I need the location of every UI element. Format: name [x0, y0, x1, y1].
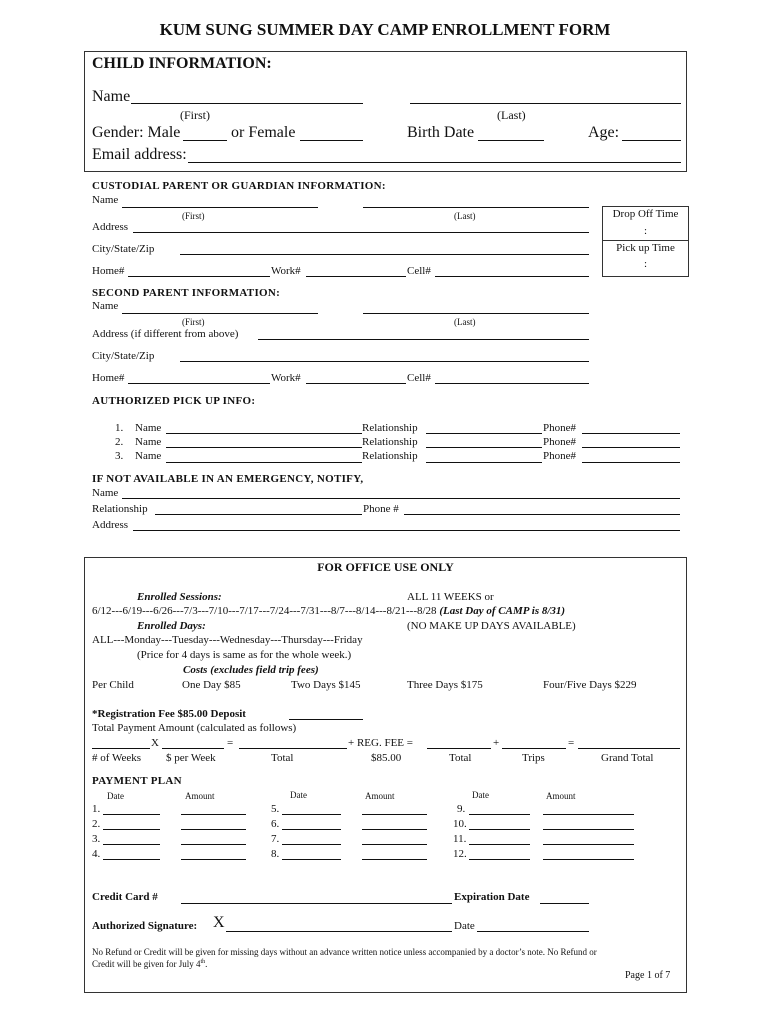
pickup-phone-label: Phone#	[543, 422, 576, 434]
email-field[interactable]	[188, 162, 681, 163]
second-address-label: Address (if different from above)	[92, 328, 239, 340]
plan-row-number: 9.	[457, 803, 466, 815]
subtotal-field[interactable]	[427, 748, 491, 749]
drop-off-value[interactable]: :	[643, 225, 648, 237]
grand-total-field[interactable]	[578, 748, 680, 749]
second-home-label: Home#	[92, 372, 125, 384]
plan-row-number: 12.	[453, 848, 467, 860]
second-work-label: Work#	[271, 372, 301, 384]
plan-row-number: 3.	[92, 833, 101, 845]
custodial-cell-field[interactable]	[435, 276, 589, 277]
plus-reg-fee: + REG. FEE =	[348, 737, 413, 749]
plan-date-field[interactable]	[469, 814, 530, 815]
emergency-relationship-label: Relationship	[92, 503, 148, 515]
last-day-note: (Last Day of CAMP is 8/31)	[439, 605, 566, 617]
price-note: (Price for 4 days is same as for the whole week.)	[137, 649, 352, 661]
plus-sign: +	[493, 737, 500, 749]
plan-amount-field[interactable]	[181, 829, 246, 830]
equals-sign: =	[227, 737, 234, 749]
birth-date-label: Birth Date	[407, 124, 475, 141]
times-divider	[602, 240, 689, 241]
emergency-heading: IF NOT AVAILABLE IN AN EMERGENCY, NOTIFY,	[92, 473, 364, 485]
pickup-rel-label: Relationship	[362, 450, 418, 462]
custodial-cell-label: Cell#	[407, 265, 431, 277]
per-week-caption: $ per Week	[166, 752, 216, 764]
second-home-field[interactable]	[128, 383, 270, 384]
plan-row-number: 7.	[271, 833, 280, 845]
plan-date-field[interactable]	[469, 844, 530, 845]
pickup-heading: AUTHORIZED PICK UP INFO:	[92, 395, 256, 407]
total-caption: Total	[271, 752, 294, 764]
plan-row-number: 4.	[92, 848, 101, 860]
pickup-name-field[interactable]	[166, 462, 362, 463]
pickup-row-num: 3.	[115, 450, 124, 462]
emergency-name-label: Name	[92, 487, 119, 499]
plan-amount-field[interactable]	[181, 844, 246, 845]
plan-amount-field[interactable]	[362, 814, 427, 815]
page-number: Page 1 of 7	[625, 970, 671, 981]
custodial-city-field[interactable]	[180, 254, 589, 255]
emergency-phone-label: Phone #	[363, 503, 399, 515]
signature-field[interactable]	[226, 931, 452, 932]
drop-off-label: Drop Off Time	[612, 208, 679, 220]
fee-caption: $85.00	[371, 752, 402, 764]
plan-row-number: 10.	[453, 818, 467, 830]
plan-amount-field[interactable]	[543, 814, 634, 815]
child-last-caption: (Last)	[497, 108, 526, 122]
pickup-phone-label: Phone#	[543, 450, 576, 462]
child-name-label: Name	[92, 88, 131, 105]
plan-amount-field[interactable]	[543, 844, 634, 845]
custodial-home-label: Home#	[92, 265, 125, 277]
custodial-work-field[interactable]	[306, 276, 406, 277]
age-field[interactable]	[622, 140, 681, 141]
pickup-row-num: 1.	[115, 422, 124, 434]
second-name-label: Name	[92, 300, 119, 312]
total-field[interactable]	[239, 748, 347, 749]
pick-up-label: Pick up Time	[616, 242, 675, 254]
total-payment-label: Total Payment Amount (calculated as follows)	[92, 722, 297, 734]
credit-card-label: Credit Card #	[92, 891, 158, 903]
plan-row-number: 6.	[271, 818, 280, 830]
pickup-rel-label: Relationship	[362, 422, 418, 434]
pickup-name-label: Name	[135, 436, 162, 448]
weeks-field[interactable]	[92, 748, 150, 749]
male-field[interactable]	[183, 140, 227, 141]
or-female-label: or Female	[231, 124, 296, 141]
plan-date-header: Date	[107, 791, 124, 801]
payment-plan-heading: PAYMENT PLAN	[92, 775, 182, 787]
second-city-label: City/State/Zip	[92, 350, 155, 362]
signature-date-label: Date	[454, 920, 475, 932]
emergency-address-label: Address	[92, 519, 129, 531]
per-child-label: Per Child	[92, 679, 134, 691]
plan-amount-header: Amount	[185, 791, 215, 801]
second-first-caption: (First)	[182, 317, 205, 327]
trips-caption: Trips	[522, 752, 545, 764]
office-heading: FOR OFFICE USE ONLY	[317, 560, 454, 574]
one-day-price: One Day $85	[182, 679, 241, 691]
no-makeup-note: (NO MAKE UP DAYS AVAILABLE)	[407, 620, 576, 632]
costs-label: Costs (excludes field trip fees)	[183, 664, 319, 676]
second-cell-label: Cell#	[407, 372, 431, 384]
expiration-label: Expiration Date	[454, 891, 530, 903]
expiration-field[interactable]	[540, 903, 589, 904]
second-city-field[interactable]	[180, 361, 589, 362]
emergency-address-field[interactable]	[133, 530, 680, 531]
child-heading: CHILD INFORMATION:	[92, 55, 272, 72]
per-week-field[interactable]	[162, 748, 224, 749]
grand-total-caption: Grand Total	[601, 752, 654, 764]
two-days-price: Two Days $145	[291, 679, 361, 691]
enrolled-sessions-label: Enrolled Sessions:	[137, 591, 222, 603]
pickup-rel-field[interactable]	[426, 433, 542, 434]
page-title: KUM SUNG SUMMER DAY CAMP ENROLLMENT FORM	[159, 20, 611, 39]
second-cell-field[interactable]	[435, 383, 589, 384]
plan-amount-field[interactable]	[362, 859, 427, 860]
four-five-days-price: Four/Five Days $229	[543, 679, 637, 691]
second-heading: SECOND PARENT INFORMATION:	[92, 287, 281, 299]
registration-fee-label: *Registration Fee $85.00 Deposit	[92, 708, 246, 720]
enrolled-days-label: Enrolled Days:	[137, 620, 206, 632]
deposit-field[interactable]	[289, 719, 363, 720]
plan-amount-header: Amount	[546, 791, 576, 801]
child-first-caption: (First)	[180, 108, 210, 122]
plan-date-field[interactable]	[282, 814, 341, 815]
plan-date-field[interactable]	[282, 859, 341, 860]
plan-amount-header: Amount	[365, 791, 395, 801]
plan-date-field[interactable]	[282, 844, 341, 845]
pickup-name-label: Name	[135, 450, 162, 462]
pickup-rel-field[interactable]	[426, 447, 542, 448]
email-label: Email address:	[92, 146, 187, 163]
custodial-city-label: City/State/Zip	[92, 243, 155, 255]
age-label: Age:	[588, 124, 620, 141]
plan-row-number: 11.	[453, 833, 467, 845]
plan-date-field[interactable]	[103, 829, 160, 830]
female-field[interactable]	[300, 140, 363, 141]
three-days-price: Three Days $175	[407, 679, 483, 691]
plan-row-number: 1.	[92, 803, 101, 815]
refund-note: No Refund or Credit will be given for missing days without an advance written notice unless accompanied by a doctor’s note. No Refund or	[92, 947, 597, 957]
plan-amount-field[interactable]	[181, 814, 246, 815]
credit-card-field[interactable]	[181, 903, 452, 904]
plan-date-header: Date	[472, 790, 489, 800]
custodial-first-field[interactable]	[122, 207, 318, 208]
pickup-phone-field[interactable]	[582, 433, 680, 434]
emergency-name-field[interactable]	[122, 498, 680, 499]
plan-date-header: Date	[290, 790, 307, 800]
child-last-name-field[interactable]	[410, 103, 681, 104]
weeks-caption: # of Weeks	[92, 752, 142, 764]
custodial-home-field[interactable]	[128, 276, 270, 277]
signature-x: X	[213, 914, 225, 931]
plan-amount-field[interactable]	[543, 829, 634, 830]
refund-note-end: .	[205, 959, 208, 969]
custodial-last-caption: (Last)	[454, 211, 476, 221]
refund-note-text: Credit will be given for July 4	[92, 959, 201, 969]
plan-date-field[interactable]	[282, 829, 341, 830]
plan-date-field[interactable]	[469, 829, 530, 830]
pickup-phone-field[interactable]	[582, 447, 680, 448]
emergency-relationship-field[interactable]	[155, 514, 362, 515]
trips-field[interactable]	[502, 748, 566, 749]
plan-date-field[interactable]	[103, 844, 160, 845]
pickup-name-field[interactable]	[166, 447, 362, 448]
gender-label: Gender: Male	[92, 124, 181, 141]
pickup-phone-field[interactable]	[582, 462, 680, 463]
custodial-address-field[interactable]	[133, 232, 589, 233]
pickup-row-num: 2.	[115, 436, 124, 448]
plan-amount-field[interactable]	[362, 844, 427, 845]
pickup-phone-label: Phone#	[543, 436, 576, 448]
days-list: ALL---Monday---Tuesday---Wednesday---Thursday---Friday	[92, 634, 363, 646]
second-last-caption: (Last)	[454, 317, 476, 327]
sessions-dates: 6/12---6/19---6/26---7/3---7/10---7/17---7/24---7/31---8/7---8/14---8/21---8/28	[92, 605, 437, 617]
signature-date-field[interactable]	[477, 931, 589, 932]
refund-note-sup: th	[200, 959, 206, 965]
birth-date-field[interactable]	[478, 140, 544, 141]
plan-amount-field[interactable]	[362, 829, 427, 830]
plan-amount-field[interactable]	[181, 859, 246, 860]
custodial-name-label: Name	[92, 194, 119, 206]
plan-date-field[interactable]	[103, 859, 160, 860]
custodial-heading: CUSTODIAL PARENT OR GUARDIAN INFORMATION:	[92, 180, 386, 192]
refund-note-2	[92, 959, 207, 969]
pickup-rel-label: Relationship	[362, 436, 418, 448]
plan-row-number: 2.	[92, 818, 101, 830]
custodial-address-label: Address	[92, 221, 129, 233]
custodial-work-label: Work#	[271, 265, 301, 277]
pickup-name-field[interactable]	[166, 433, 362, 434]
pickup-name-label: Name	[135, 422, 162, 434]
plan-date-field[interactable]	[103, 814, 160, 815]
second-first-field[interactable]	[122, 313, 318, 314]
plan-row-number: 8.	[271, 848, 280, 860]
plan-amount-field[interactable]	[543, 859, 634, 860]
plan-date-field[interactable]	[469, 859, 530, 860]
custodial-last-field[interactable]	[363, 207, 589, 208]
times-sign: X	[151, 737, 159, 749]
equals-sign-2: =	[568, 737, 575, 749]
emergency-phone-field[interactable]	[404, 514, 680, 515]
second-address-field[interactable]	[258, 339, 589, 340]
pick-up-value[interactable]: :	[643, 258, 648, 270]
child-first-name-field[interactable]	[131, 103, 363, 104]
pickup-rel-field[interactable]	[426, 462, 542, 463]
second-last-field[interactable]	[363, 313, 589, 314]
custodial-first-caption: (First)	[182, 211, 205, 221]
second-work-field[interactable]	[306, 383, 406, 384]
signature-label: Authorized Signature:	[92, 920, 198, 932]
sessions-list	[92, 605, 565, 617]
total2-caption: Total	[449, 752, 472, 764]
all-weeks-label: ALL 11 WEEKS or	[407, 591, 494, 603]
plan-row-number: 5.	[271, 803, 280, 815]
